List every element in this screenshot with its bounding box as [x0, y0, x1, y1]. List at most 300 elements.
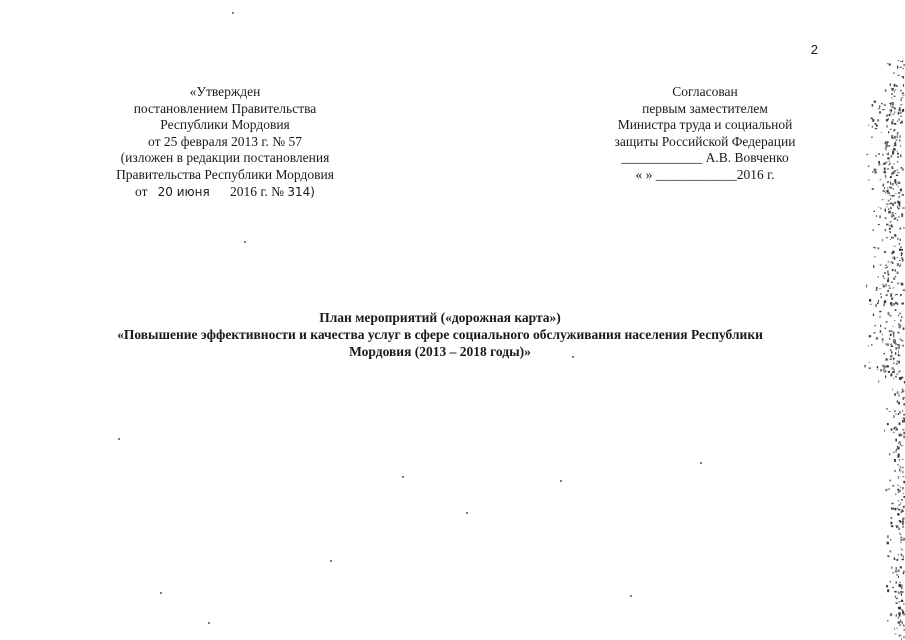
scan-noise-dot — [901, 609, 902, 611]
approval-stamp-block — [90, 84, 360, 200]
scan-noise-dot — [897, 66, 898, 69]
scan-noise-dot — [891, 237, 893, 239]
scan-noise-dot — [882, 365, 884, 367]
scan-noise-dot — [900, 61, 902, 62]
scan-noise-dot — [894, 257, 896, 260]
scan-noise-dot — [876, 155, 877, 157]
scan-noise-dot — [903, 496, 904, 497]
scan-noise-dot — [877, 366, 878, 368]
scan-speck — [466, 512, 468, 514]
scan-noise-dot — [903, 391, 905, 392]
scan-noise-dot — [884, 301, 886, 303]
scan-speck — [244, 241, 246, 243]
scan-noise-dot — [892, 106, 894, 107]
scan-noise-dot — [897, 153, 899, 155]
scan-noise-dot — [877, 369, 878, 370]
approved-edition-note: (изложен в редакции постановления — [120, 150, 330, 166]
scan-noise-dot — [900, 584, 902, 587]
scan-noise-dot — [884, 278, 885, 279]
scan-noise-dot — [897, 202, 899, 204]
scan-noise-dot — [901, 167, 903, 169]
scan-noise-dot — [898, 60, 900, 61]
scan-noise-dot — [889, 145, 890, 147]
scan-noise-dot — [895, 309, 897, 311]
scan-noise-dot — [891, 107, 892, 108]
scan-noise-dot — [891, 173, 892, 176]
scan-noise-dot — [894, 634, 896, 635]
scan-noise-dot — [894, 410, 896, 412]
scan-noise-dot — [902, 510, 904, 512]
scan-noise-dot — [890, 195, 891, 196]
scan-noise-dot — [898, 554, 899, 555]
scan-noise-dot — [897, 344, 899, 345]
scan-noise-dot — [885, 217, 887, 219]
scan-noise-dot — [900, 635, 901, 636]
scan-noise-dot — [900, 116, 902, 117]
scan-noise-dot — [885, 366, 886, 368]
scan-noise-dot — [889, 212, 891, 214]
scan-noise-dot — [900, 104, 902, 105]
scan-noise-dot — [880, 369, 882, 371]
scan-noise-dot — [897, 513, 899, 516]
scan-noise-dot — [891, 135, 893, 138]
scan-noise-dot — [897, 206, 898, 209]
scan-noise-dot — [892, 485, 894, 487]
scan-noise-dot — [893, 130, 895, 132]
scan-noise-dot — [894, 144, 896, 146]
scan-noise-dot — [895, 450, 896, 453]
scan-noise-dot — [900, 239, 901, 241]
scan-noise-dot — [894, 428, 896, 430]
scan-noise-dot — [899, 434, 901, 437]
scan-noise-dot — [887, 423, 889, 425]
scan-noise-dot — [895, 142, 896, 143]
scan-noise-dot — [902, 399, 904, 400]
scan-noise-dot — [872, 104, 874, 106]
scan-noise-dot — [880, 217, 881, 219]
scan-noise-dot — [893, 572, 894, 574]
scan-noise-dot — [890, 293, 892, 294]
scan-noise-dot — [901, 215, 903, 217]
scan-noise-dot — [902, 303, 904, 305]
scan-noise-dot — [884, 187, 885, 189]
scan-noise-dot — [894, 170, 896, 173]
scan-noise-dot — [900, 294, 902, 296]
scan-noise-dot — [889, 114, 891, 116]
scan-noise-dot — [899, 635, 901, 637]
scan-noise-dot — [883, 353, 885, 354]
scan-noise-dot — [876, 287, 878, 290]
scan-noise-dot — [896, 449, 897, 451]
scan-noise-dot — [902, 429, 904, 431]
scan-noise-dot — [897, 447, 899, 450]
scan-noise-dot — [893, 251, 895, 254]
agreed-ministry-cont: защиты Российской Федерации — [614, 133, 796, 149]
scan-noise-dot — [885, 370, 887, 372]
scan-noise-dot — [878, 276, 879, 277]
scan-noise-dot — [885, 265, 887, 266]
scan-noise-dot — [898, 514, 900, 516]
scan-noise-dot — [900, 154, 901, 157]
scan-noise-dot — [891, 104, 892, 106]
scan-noise-dot — [903, 345, 904, 347]
scan-noise-dot — [891, 373, 892, 375]
scan-noise-dot — [898, 181, 900, 184]
scan-noise-dot — [902, 95, 904, 96]
scan-noise-dot — [901, 252, 903, 254]
scan-noise-dot — [887, 359, 888, 361]
scan-noise-dot — [896, 614, 897, 617]
scan-noise-dot — [897, 401, 898, 403]
scan-noise-dot — [897, 135, 898, 136]
scan-noise-dot — [877, 247, 879, 249]
scan-noise-dot — [888, 313, 889, 315]
scan-noise-dot — [896, 428, 898, 430]
scan-noise-dot — [888, 273, 890, 275]
scan-noise-dot — [879, 215, 881, 218]
scan-noise-dot — [900, 434, 902, 436]
scan-noise-dot — [893, 363, 895, 364]
scan-noise-dot — [895, 269, 896, 272]
approved-edition-number: 314) — [287, 184, 315, 199]
scan-noise-dot — [902, 207, 904, 209]
scan-noise-dot — [901, 257, 902, 259]
scan-noise-dot — [887, 125, 888, 128]
scan-noise-dot — [872, 171, 873, 173]
scan-noise-dot — [893, 148, 894, 150]
scan-noise-dot — [902, 585, 903, 587]
scan-noise-dot — [872, 188, 874, 190]
scan-noise-dot — [898, 112, 899, 115]
scan-noise-dot — [885, 489, 887, 491]
scan-noise-dot — [890, 198, 891, 199]
scan-noise-dot — [885, 343, 887, 344]
scan-noise-dot — [903, 571, 904, 573]
scan-speck — [160, 592, 162, 594]
scan-noise-dot — [890, 129, 892, 130]
scan-noise-dot — [900, 554, 901, 555]
scan-noise-dot — [887, 190, 889, 192]
scan-noise-dot — [891, 111, 892, 114]
scan-noise-dot — [901, 283, 902, 285]
scan-noise-dot — [894, 136, 896, 139]
scan-noise-dot — [890, 550, 892, 552]
scan-noise-dot — [900, 566, 902, 568]
scan-noise-dot — [893, 215, 894, 216]
scan-noise-dot — [900, 521, 901, 523]
scan-noise-dot — [868, 166, 870, 167]
scan-noise-dot — [899, 584, 901, 587]
scan-noise-dot — [898, 585, 900, 587]
scan-noise-dot — [890, 349, 892, 351]
scan-noise-dot — [884, 168, 886, 171]
scan-noise-dot — [902, 467, 904, 468]
scan-noise-dot — [901, 283, 903, 286]
scan-noise-dot — [898, 112, 899, 114]
scan-noise-dot — [901, 253, 902, 256]
scan-noise-dot — [885, 209, 886, 212]
scan-noise-dot — [896, 628, 897, 629]
scan-noise-dot — [880, 179, 882, 180]
scan-noise-dot — [903, 397, 905, 398]
scan-noise-dot — [897, 332, 898, 333]
approved-edition-day-month: 20 июня — [157, 184, 210, 199]
scan-noise-dot — [894, 91, 895, 92]
scan-noise-dot — [900, 511, 902, 513]
scan-noise-dot — [897, 201, 898, 203]
scan-noise-dot — [885, 328, 886, 329]
scan-noise-dot — [899, 344, 901, 346]
scan-speck — [118, 438, 120, 440]
scan-noise-dot — [892, 122, 894, 124]
scan-noise-dot — [898, 509, 900, 510]
scan-noise-dot — [883, 154, 884, 156]
scan-noise-dot — [891, 187, 893, 189]
scan-noise-dot — [898, 208, 900, 210]
scan-noise-dot — [896, 598, 898, 599]
scan-noise-dot — [880, 325, 881, 328]
scan-noise-dot — [894, 459, 896, 462]
scan-noise-dot — [890, 539, 891, 540]
scan-noise-dot — [887, 158, 889, 159]
scan-noise-dot — [895, 581, 897, 583]
scan-noise-dot — [896, 567, 897, 570]
scan-noise-dot — [897, 391, 899, 394]
scan-noise-dot — [893, 195, 895, 197]
scan-noise-dot — [884, 272, 886, 273]
scan-noise-dot — [903, 526, 904, 528]
scan-noise-dot — [895, 559, 896, 560]
scan-noise-dot — [884, 303, 885, 306]
scan-noise-dot — [873, 247, 875, 248]
scan-noise-dot — [897, 219, 898, 221]
scan-noise-dot — [887, 267, 888, 268]
scan-noise-dot — [892, 332, 894, 334]
scan-noise-dot — [889, 225, 890, 226]
scan-noise-dot — [895, 182, 897, 184]
scan-noise-dot — [886, 585, 888, 587]
scan-noise-dot — [899, 260, 900, 261]
scan-noise-dot — [899, 243, 900, 245]
scan-noise-dot — [872, 119, 874, 122]
scan-noise-dot — [901, 587, 903, 588]
agreed-date-line: « » ____________2016 г. — [635, 166, 775, 182]
scan-noise-dot — [875, 123, 877, 125]
approved-edition-date — [90, 184, 360, 201]
scan-noise-dot — [899, 422, 901, 425]
scan-noise-dot — [889, 64, 891, 66]
scan-noise-dot — [899, 107, 900, 108]
scan-noise-dot — [888, 200, 890, 202]
approved-heading: «Утвержден — [189, 84, 261, 99]
scan-noise-dot — [902, 518, 903, 521]
scan-noise-dot — [903, 624, 904, 625]
scan-noise-dot — [900, 370, 901, 372]
scan-noise-dot — [902, 390, 903, 392]
scan-noise-dot — [899, 441, 901, 443]
scan-noise-dot — [891, 507, 892, 510]
scan-noise-dot — [895, 494, 896, 496]
scan-noise-dot — [901, 121, 903, 123]
scan-noise-dot — [883, 190, 885, 192]
scan-noise-dot — [886, 153, 888, 155]
scan-noise-dot — [879, 111, 881, 113]
scan-noise-dot — [886, 145, 887, 148]
scan-noise-dot — [892, 204, 894, 206]
scan-noise-dot — [890, 207, 891, 209]
scan-noise-dot — [886, 365, 888, 367]
scan-noise-dot — [888, 312, 890, 315]
scan-speck — [402, 476, 404, 478]
scan-noise-dot — [902, 523, 904, 525]
scan-noise-dot — [891, 97, 892, 98]
scan-noise-dot — [883, 285, 885, 287]
scan-noise-dot — [878, 161, 880, 164]
scan-noise-dot — [887, 270, 889, 273]
scan-noise-dot — [900, 443, 901, 445]
scan-noise-dot — [899, 249, 901, 251]
scan-noise-dot — [893, 304, 895, 305]
scan-noise-dot — [881, 199, 883, 200]
scan-noise-dot — [868, 180, 870, 181]
scan-noise-dot — [890, 355, 892, 358]
scan-noise-dot — [883, 164, 885, 165]
scan-noise-dot — [892, 252, 894, 254]
scan-noise-dot — [889, 330, 890, 333]
scan-noise-dot — [887, 620, 889, 621]
scan-noise-dot — [902, 611, 904, 614]
scan-noise-dot — [903, 517, 905, 519]
scan-noise-dot — [881, 132, 882, 133]
scan-noise-dot — [887, 555, 889, 557]
scan-noise-dot — [896, 615, 897, 616]
scan-noise-dot — [896, 294, 898, 295]
scan-noise-dot — [869, 299, 871, 302]
scan-noise-dot — [895, 217, 897, 218]
scan-noise-dot — [879, 105, 880, 108]
scan-noise-dot — [876, 125, 878, 127]
scan-noise-dot — [884, 171, 886, 173]
scan-noise-dot — [903, 493, 905, 494]
scan-noise-dot — [903, 84, 904, 87]
scan-noise-dot — [896, 140, 898, 141]
scan-noise-dot — [899, 326, 901, 328]
scan-noise-dot — [897, 283, 898, 284]
scan-noise-dot — [900, 487, 901, 488]
scan-noise-dot — [874, 256, 875, 258]
scan-noise-dot — [875, 171, 877, 173]
scan-noise-dot — [891, 351, 892, 353]
scan-noise-dot — [886, 237, 888, 238]
scan-noise-dot — [881, 296, 882, 298]
title-line-3: Мордовия (2013 – 2018 годы)» — [349, 344, 531, 359]
scan-noise-dot — [892, 149, 893, 151]
scan-noise-dot — [900, 67, 902, 68]
scan-noise-dot — [893, 415, 895, 418]
scan-noise-dot — [885, 141, 887, 143]
scan-noise-dot — [890, 315, 892, 317]
scan-noise-dot — [875, 128, 877, 129]
scan-noise-dot — [902, 389, 904, 391]
scan-noise-dot — [891, 298, 893, 300]
scan-noise-dot — [899, 227, 901, 229]
scan-noise-dot — [894, 257, 895, 260]
scan-noise-dot — [898, 508, 899, 510]
scan-noise-dot — [883, 366, 885, 369]
scan-noise-dot — [896, 525, 897, 527]
scan-noise-dot — [888, 131, 889, 133]
scan-noise-dot — [881, 103, 883, 104]
scan-noise-dot — [902, 459, 903, 460]
scan-noise-dot — [898, 361, 900, 364]
scan-noise-dot — [893, 251, 894, 253]
scan-noise-dot — [898, 413, 899, 415]
scan-noise-dot — [899, 582, 901, 583]
scan-noise-dot — [898, 347, 900, 349]
scan-noise-dot — [902, 609, 903, 611]
scan-noise-dot — [882, 338, 884, 341]
scan-noise-dot — [896, 257, 898, 258]
scan-noise-dot — [882, 342, 883, 343]
scan-noise-dot — [900, 90, 902, 91]
scan-noise-dot — [892, 389, 893, 391]
scan-noise-dot — [896, 85, 898, 87]
scan-noise-dot — [881, 208, 882, 210]
scan-noise-dot — [871, 137, 872, 139]
approved-republic: Республики Мордовия — [160, 117, 290, 133]
scan-noise-dot — [899, 204, 901, 206]
scan-noise-dot — [891, 304, 893, 306]
scan-noise-dot — [898, 601, 900, 602]
scan-noise-dot — [880, 330, 882, 332]
scan-noise-dot — [888, 262, 890, 263]
scan-noise-dot — [890, 344, 891, 345]
scan-noise-dot — [893, 333, 894, 335]
scan-noise-dot — [890, 302, 892, 305]
scan-noise-dot — [886, 147, 887, 148]
scan-noise-dot — [877, 119, 879, 121]
scan-noise-dot — [895, 339, 896, 341]
scan-noise-dot — [891, 155, 893, 158]
scan-noise-dot — [897, 161, 898, 163]
scan-noise-dot — [900, 537, 902, 538]
scan-noise-dot — [891, 345, 893, 347]
scan-noise-dot — [902, 194, 904, 196]
scan-noise-dot — [901, 340, 903, 341]
scan-noise-dot — [893, 335, 894, 337]
scan-noise-dot — [894, 111, 895, 113]
scan-noise-dot — [884, 251, 886, 253]
scan-noise-dot — [891, 121, 893, 122]
scan-noise-dot — [866, 285, 867, 288]
scan-noise-dot — [896, 413, 897, 415]
scan-noise-dot — [894, 96, 896, 97]
scan-noise-dot — [884, 163, 886, 165]
scan-noise-dot — [891, 215, 893, 218]
scan-noise-dot — [878, 207, 879, 209]
scan-noise-dot — [882, 284, 884, 285]
scan-noise-dot — [900, 548, 901, 549]
scan-noise-dot — [901, 600, 903, 602]
scan-noise-dot — [899, 469, 900, 472]
scan-noise-dot — [902, 257, 903, 259]
scan-noise-dot — [873, 265, 874, 268]
scan-noise-dot — [902, 420, 904, 421]
scan-noise-dot — [891, 93, 893, 95]
scan-speck — [208, 622, 210, 624]
scan-noise-dot — [899, 459, 900, 461]
scan-noise-dot — [900, 145, 901, 147]
